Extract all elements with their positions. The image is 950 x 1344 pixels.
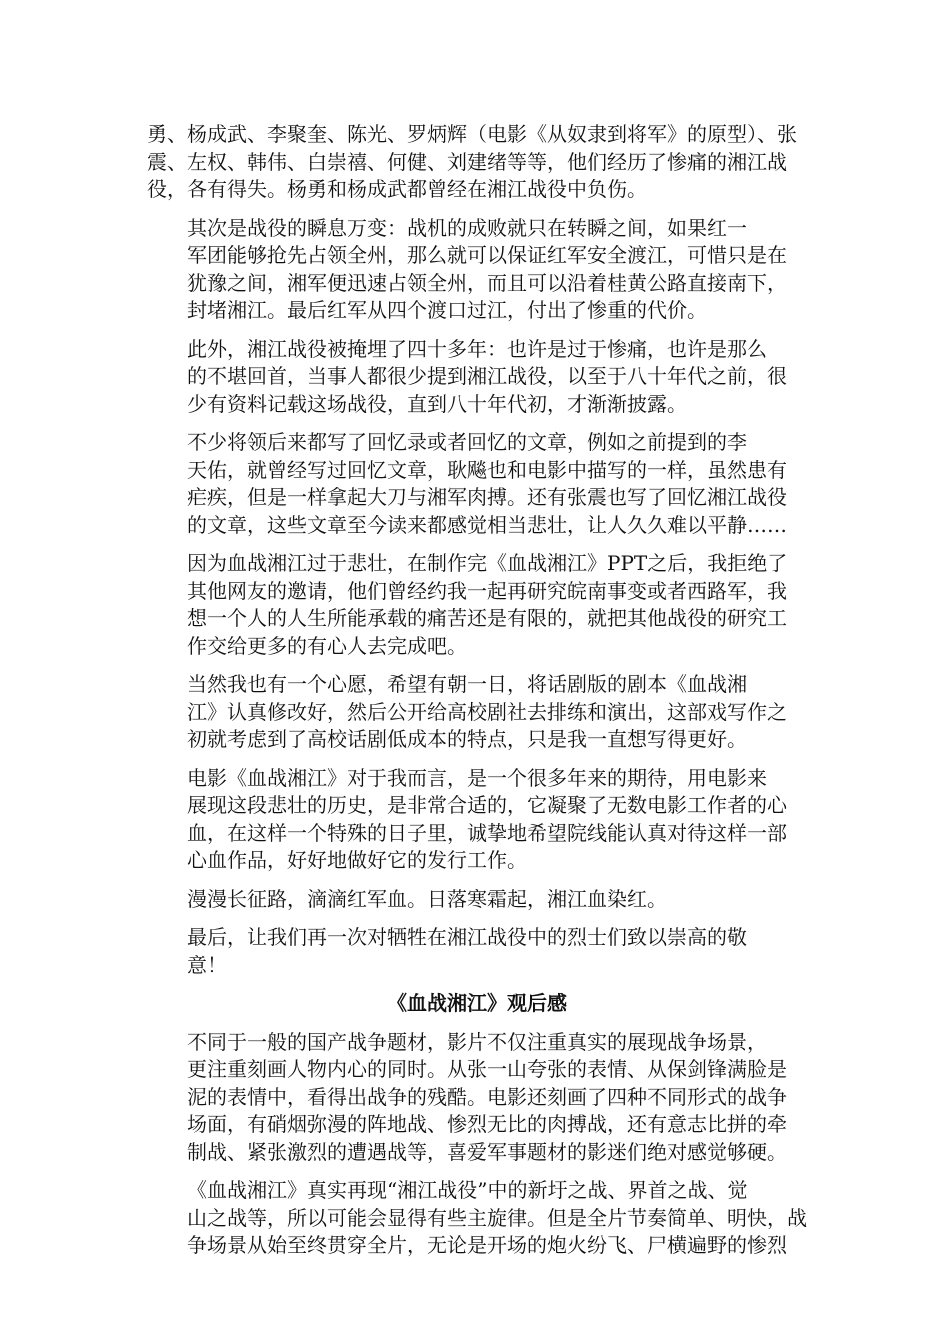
paragraph-line: 意！ — [187, 952, 227, 977]
paragraph-line: 作交给更多的有心人去完成吧。 — [187, 633, 467, 658]
paragraph — [147, 215, 807, 325]
paragraph — [147, 765, 807, 875]
paragraph-line: 血，在这样一个特殊的日子里，诚挚地希望院线能认真对待这样一部 — [187, 820, 787, 845]
paragraph-line: 不同于一般的国产战争题材，影片不仅注重真实的展现战争场景， — [187, 1029, 767, 1054]
paragraph — [147, 429, 807, 539]
paragraph-line: 《血战湘江》真实再现“湘江战役”中的新圩之战、界首之战、觉 — [187, 1178, 748, 1202]
paragraph — [147, 121, 807, 204]
paragraph-line: 电影《血战湘江》对于我而言，是一个很多年来的期待，用电影来 — [187, 765, 767, 790]
paragraph-line: 震、左权、韩伟、白崇禧、何健、刘建绪等等，他们经历了惨痛的湘江战 — [147, 149, 787, 174]
paragraph-line: 泥的表情中，看得出战争的残酷。电影还刻画了四种不同形式的战争 — [187, 1084, 787, 1109]
paragraph-line: 的文章，这些文章至今读来都感觉相当悲壮，让人久久难以平静…… — [187, 512, 787, 537]
paragraph — [147, 1029, 807, 1167]
paragraph-line: 制战、紧张激烈的遭遇战等，喜爱军事题材的影迷们绝对感觉够硬。 — [187, 1139, 787, 1164]
paragraph-line: 心血作品，好好地做好它的发行工作。 — [187, 848, 527, 872]
paragraph-line: 因为血战湘江过于悲壮，在制作完《血战湘江》PPT之后，我拒绝了 — [187, 551, 788, 575]
paragraph-line: 想一个人的人生所能承载的痛苦还是有限的，就把其他战役的研究工 — [187, 606, 787, 630]
paragraph-line: 初就考虑到了高校话剧低成本的特点，只是我一直想写得更好。 — [187, 727, 747, 751]
paragraph — [147, 336, 807, 419]
section-title: 《血战湘江》观后感 — [387, 991, 567, 1015]
paragraph-line: 更注重刻画人物内心的同时。从张一山夸张的表情、从保剑锋满脸是 — [187, 1057, 787, 1081]
paragraph — [147, 1177, 807, 1260]
paragraph-line: 江》认真修改好，然后公开给高校剧社去排练和演出，这部戏写作之 — [187, 699, 787, 724]
paragraph — [147, 671, 807, 754]
paragraph-line: 勇、杨成武、李聚奎、陈光、罗炳辉（电影《从奴隶到将军》的原型）、张 — [147, 122, 797, 146]
paragraph-line: 其他网友的邀请，他们曾经约我一起再研究皖南事变或者西路军，我 — [187, 578, 787, 603]
paragraph-line: 犹豫之间，湘军便迅速占领全州，而且可以沿着桂黄公路直接南下， — [187, 270, 787, 295]
paragraph-line: 漫漫长征路，滴滴红军血。日落寒霜起，湘江血染红。 — [187, 886, 667, 911]
paragraph-line: 少有资料记载这场战役，直到八十年代初，才渐渐披露。 — [187, 391, 687, 416]
paragraph-line: 展现这段悲壮的历史，是非常合适的，它凝聚了无数电影工作者的心 — [187, 793, 787, 817]
paragraph — [147, 550, 807, 660]
paragraph-line: 疟疾，但是一样拿起大刀与湘军肉搏。还有张震也写了回忆湘江战役 — [187, 485, 787, 509]
paragraph-line: 最后，让我们再一次对牺牲在湘江战役中的烈士们致以崇高的敬 — [187, 925, 747, 949]
essay-part-1 — [147, 121, 807, 979]
paragraph-line: 场面，有硝烟弥漫的阵地战、惨烈无比的肉搏战，还有意志比拼的牵 — [187, 1112, 787, 1136]
paragraph-line: 不少将领后来都写了回忆录或者回忆的文章，例如之前提到的李 — [187, 430, 747, 454]
paragraph-line: 天佑，就曾经写过回忆文章，耿飚也和电影中描写的一样，虽然患有 — [187, 457, 787, 482]
document-body — [147, 121, 807, 1271]
paragraph-line: 封堵湘江。最后红军从四个渡口过江，付出了惨重的代价。 — [187, 298, 707, 322]
paragraph-line: 其次是战役的瞬息万变：战机的成败就只在转瞬之间，如果红一 — [187, 215, 747, 240]
paragraph-line: 此外，湘江战役被掩埋了四十多年：也许是过于惨痛，也许是那么 — [187, 336, 767, 361]
paragraph — [147, 924, 807, 979]
paragraph-line: 当然我也有一个心愿，希望有朝一日，将话剧版的剧本《血战湘 — [187, 672, 747, 696]
paragraph-line: 的不堪回首，当事人都很少提到湘江战役，以至于八十年代之前，很 — [187, 364, 787, 388]
paragraph-line: 山之战等，所以可能会显得有些主旋律。但是全片节奏简单、明快，战 — [187, 1205, 807, 1230]
paragraph-line: 役，各有得失。杨勇和杨成武都曾经在湘江战役中负伤。 — [147, 177, 647, 201]
paragraph-line: 争场景从始至终贯穿全片，无论是开场的炮火纷飞、尸横遍野的惨烈 — [187, 1233, 787, 1257]
essay-part-2 — [147, 1029, 807, 1260]
paragraph-line: 军团能够抢先占领全州，那么就可以保证红军安全渡江，可惜只是在 — [187, 243, 787, 267]
paragraph — [147, 886, 807, 914]
